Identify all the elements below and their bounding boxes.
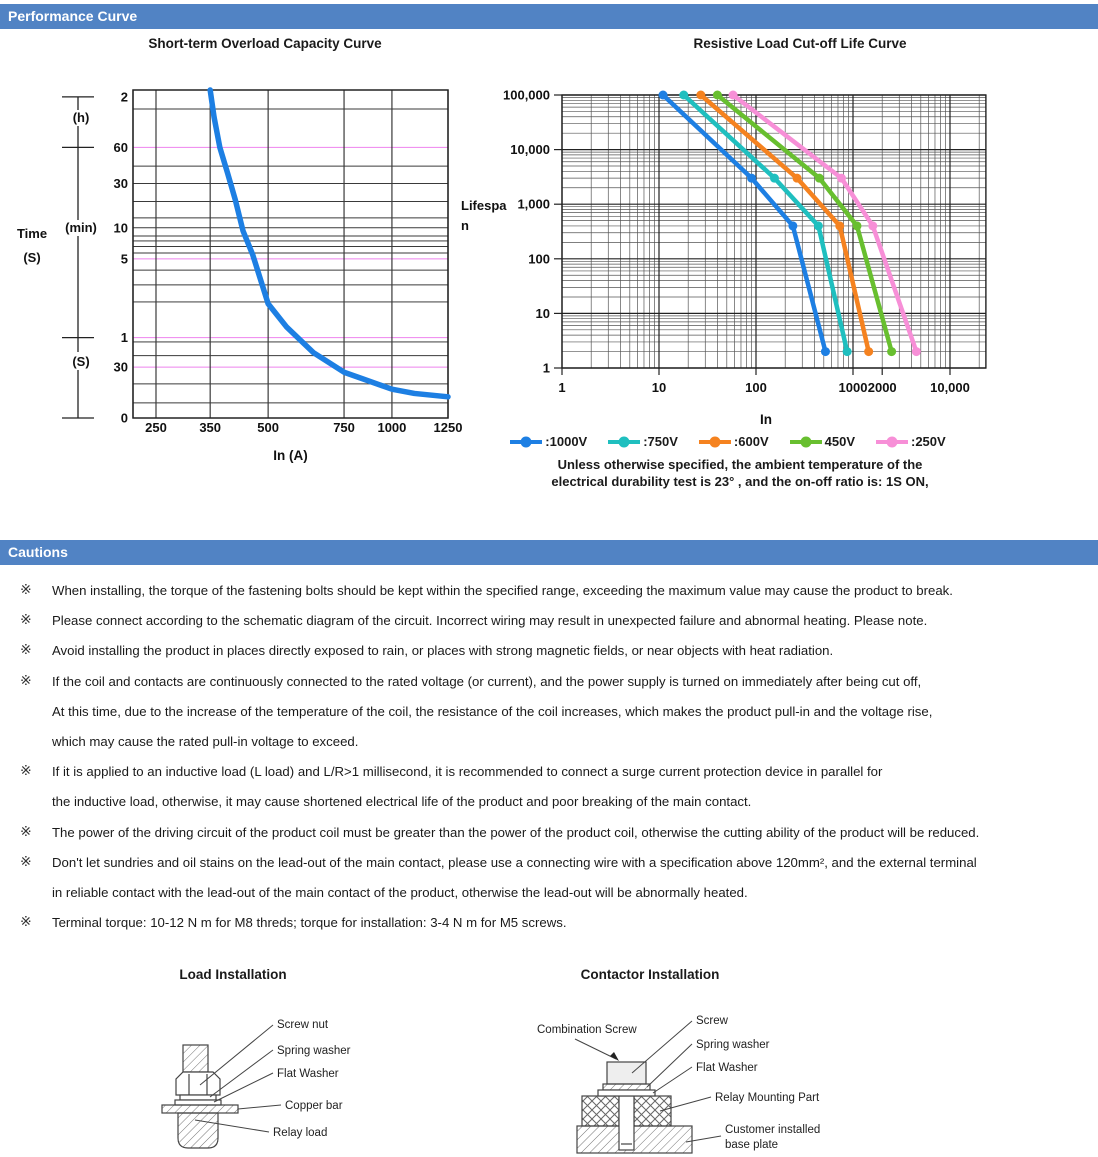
- legend-item-250V: [875, 434, 946, 449]
- flat-washer-shape: [175, 1100, 221, 1105]
- caution-text: At this time, due to the increase of the temperature of the coil, the resistance of the coil increases, which makes the product pull-in and the voltage rise,: [52, 703, 933, 719]
- label-spring-washer: Spring washer: [277, 1045, 351, 1057]
- y-tick-label: 1: [542, 360, 550, 376]
- legend-dot: [521, 436, 532, 447]
- legend-label: :1000V: [545, 434, 588, 449]
- caution-text: Please connect according to the schematic diagram of the circuit. Incorrect wiring may result in unexpected failure and abnormal heating. Please note.: [52, 613, 928, 629]
- plot-frame: [133, 90, 448, 418]
- legend-label: :600V: [733, 434, 769, 449]
- caution-bullet-icon: ※: [20, 641, 32, 658]
- chart-note-line2: electrical durability test is 23° , and the on-off ratio is: 1S ON,: [551, 474, 929, 489]
- label-relay-mounting: Relay Mounting Part: [715, 1092, 820, 1104]
- caution-text: in reliable contact with the lead-out of the main contact of the product, otherwise the lead-out will be abnormally heated.: [52, 884, 748, 900]
- cautions-header-label: Cautions: [8, 544, 68, 560]
- left-chart-title: Short-term Overload Capacity Curve: [148, 36, 382, 51]
- load-installation-title: Load Installation: [179, 967, 287, 982]
- copper-bar-shape: [162, 1105, 238, 1113]
- legend-item-750V: [607, 434, 678, 449]
- series-marker: [821, 347, 830, 356]
- caution-row: [0, 578, 1098, 608]
- caution-text: If the coil and contacts are continuously connected to the rated voltage (or current), and the power supply is turned on immediately after being cut off,: [52, 673, 922, 689]
- chart-note-line1: Unless otherwise specified, the ambient temperature of the: [557, 457, 923, 472]
- legend-marker-icon: [698, 435, 732, 449]
- bolt-thread-shape: [183, 1045, 208, 1072]
- caution-text: Terminal torque: 10-12 N m for M8 threds; torque for installation: 3-4 N m for M5 screws.: [52, 915, 567, 931]
- x-tick-label: 1000: [838, 380, 868, 395]
- y-tick-label: 100: [528, 251, 550, 267]
- legend-dot: [887, 436, 898, 447]
- chart-note: [500, 456, 980, 490]
- y-tick-label: 30: [113, 175, 128, 191]
- y-tick-label: 10: [113, 220, 128, 236]
- label-combination-screw: Combination Screw: [537, 1024, 637, 1036]
- series-marker: [788, 221, 797, 230]
- x-axis-title: In: [759, 412, 772, 427]
- caution-bullet-icon: ※: [20, 611, 32, 628]
- x-tick-label: 1000: [377, 420, 407, 435]
- spring-washer-shape: [180, 1095, 216, 1100]
- leader-line: [210, 1050, 273, 1097]
- series-marker: [864, 347, 873, 356]
- label-copper-bar: Copper bar: [285, 1100, 343, 1112]
- series-marker: [887, 347, 896, 356]
- performance-curve-header-bar: [0, 4, 1098, 29]
- legend-dot: [709, 436, 720, 447]
- caution-row: [0, 638, 1098, 668]
- caution-row: [0, 669, 1098, 699]
- caution-row: [0, 820, 1098, 850]
- cutoff-life-legend: [455, 434, 1000, 449]
- caution-row: [0, 789, 1098, 819]
- contactor-installation-diagram: [520, 993, 940, 1157]
- label-spring-washer: Spring washer: [696, 1039, 770, 1051]
- caution-row: [0, 729, 1098, 759]
- caution-bullet-icon: ※: [20, 852, 32, 869]
- caution-row: [0, 699, 1098, 729]
- y-tick-label: 30: [113, 359, 128, 375]
- right-chart-title: Resistive Load Cut-off Life Curve: [693, 36, 907, 51]
- label-customer-installed: Customer installed: [725, 1124, 821, 1136]
- legend-marker-icon: [789, 435, 823, 449]
- x-tick-label: 10,000: [930, 380, 970, 395]
- caution-bullet-icon: ※: [20, 762, 32, 779]
- series-marker: [747, 174, 756, 183]
- cautions-header-bar: [0, 540, 1098, 565]
- series-marker: [814, 221, 823, 230]
- series-marker: [679, 91, 688, 100]
- series-marker: [912, 347, 921, 356]
- y-axis-title: (S): [23, 250, 41, 265]
- x-axis-title: In (A): [273, 448, 308, 463]
- y-tick-label: 2: [120, 89, 128, 105]
- caution-bullet-icon: ※: [20, 913, 32, 930]
- legend-dot: [619, 436, 630, 447]
- caution-text: Don't let sundries and oil stains on the lead-out of the main contact, please use a connecting wire with a specification above 120mm², and the external terminal: [52, 854, 977, 870]
- x-tick-label: 500: [257, 420, 279, 435]
- leader-line: [647, 1044, 692, 1087]
- caution-text: The power of the driving circuit of the product coil must be greater than the power of the product coil, otherwise the cutting ability of the product will be reduced.: [52, 824, 980, 840]
- label-flat-washer: Flat Washer: [696, 1062, 758, 1074]
- series-marker: [659, 91, 668, 100]
- x-tick-label: 10: [651, 380, 667, 395]
- y-tick-label: 10,000: [510, 142, 550, 158]
- caution-bullet-icon: ※: [20, 822, 32, 839]
- y-axis-title: Lifespa: [461, 198, 507, 213]
- series-marker: [793, 174, 802, 183]
- series-marker: [837, 174, 846, 183]
- label-base-plate: base plate: [725, 1139, 779, 1151]
- overload-capacity-curve: [210, 90, 448, 397]
- label-relay-load: Relay load: [273, 1127, 328, 1139]
- y-axis-title: n: [461, 218, 469, 233]
- caution-row: [0, 880, 1098, 910]
- relay-mounting-part-shape: [634, 1096, 671, 1126]
- caution-bullet-icon: ※: [20, 581, 32, 597]
- caution-row: [0, 850, 1098, 880]
- cutoff-life-chart: [455, 80, 1000, 435]
- series-marker: [696, 91, 705, 100]
- y-tick-label: 10: [535, 305, 550, 321]
- y-axis-title: Time: [16, 226, 48, 241]
- leader-line: [632, 1021, 692, 1073]
- y-tick-label: 100,000: [503, 87, 550, 103]
- legend-item-450V: [789, 434, 855, 449]
- y-unit-label: (S): [72, 354, 90, 369]
- x-tick-label: 350: [199, 420, 222, 435]
- legend-dot: [800, 436, 811, 447]
- leader-line: [238, 1105, 281, 1109]
- screw-shaft-shape: [619, 1096, 634, 1150]
- performance-curve-header-label: Performance Curve: [8, 8, 138, 24]
- legend-item-1000V: [509, 434, 587, 449]
- leader-line: [575, 1039, 616, 1059]
- y-tick-label: 1: [120, 330, 128, 346]
- leader-line: [200, 1025, 273, 1085]
- x-tick-label: 1250: [433, 420, 463, 435]
- caution-bullet-icon: ※: [20, 671, 32, 688]
- relay-mounting-part-shape: [582, 1096, 619, 1126]
- series-marker: [713, 91, 722, 100]
- y-tick-label: 0: [120, 410, 128, 426]
- x-tick-label: 750: [333, 420, 355, 435]
- caution-text: If it is applied to an inductive load (L load) and L/R>1 millisecond, it is recommended to connect a surge current protection device in parallel for: [52, 764, 883, 780]
- series-marker: [815, 174, 824, 183]
- overload-capacity-chart: [10, 80, 470, 475]
- arrow-head: [610, 1052, 619, 1061]
- label-screw: Screw: [696, 1015, 728, 1027]
- legend-label: :750V: [643, 434, 678, 449]
- y-tick-label: 1,000: [517, 196, 550, 212]
- caution-row: [0, 608, 1098, 638]
- caution-row: [0, 910, 1098, 940]
- x-tick-label: 1: [558, 380, 566, 395]
- y-tick-label: 5: [120, 251, 128, 267]
- series-marker: [853, 221, 862, 230]
- series-marker: [770, 174, 779, 183]
- relay-load-shape: [178, 1113, 218, 1148]
- leader-line: [653, 1067, 692, 1093]
- load-installation-diagram: [150, 993, 490, 1157]
- caution-text: the inductive load, otherwise, it may cause shortened electrical life of the product and poor breaking of the main contact.: [52, 794, 752, 810]
- legend-label: :250V: [911, 434, 946, 449]
- x-tick-label: 2000: [867, 380, 897, 395]
- legend-item-600V: [698, 434, 769, 449]
- label-flat-washer: Flat Washer: [277, 1068, 339, 1080]
- y-tick-label: 60: [113, 139, 128, 155]
- caution-row: [0, 759, 1098, 789]
- contactor-installation-title: Contactor Installation: [580, 967, 720, 982]
- caution-text: When installing, the torque of the fastening bolts should be kept within the specified range, exceeding the maximum value may cause the product to break.: [52, 583, 953, 598]
- legend-marker-icon: [509, 435, 543, 449]
- series-marker: [843, 347, 852, 356]
- series-marker: [868, 221, 877, 230]
- plot-frame: [562, 95, 986, 368]
- label-screw-nut: Screw nut: [277, 1019, 329, 1031]
- y-unit-label: (h): [72, 110, 90, 125]
- series-marker: [835, 221, 844, 230]
- legend-marker-icon: [875, 435, 909, 449]
- caution-text: Avoid installing the product in places directly exposed to rain, or places with strong magnetic fields, or near objects with heat radiation.: [52, 643, 834, 659]
- caution-text: which may cause the rated pull-in voltage to exceed.: [52, 733, 359, 749]
- cautions-list: [0, 578, 1098, 940]
- spring-washer-shape: [603, 1084, 650, 1090]
- screw-nut-shape: [176, 1072, 220, 1095]
- legend-marker-icon: [607, 435, 641, 449]
- x-tick-label: 250: [145, 420, 167, 435]
- flat-washer-shape: [598, 1090, 655, 1096]
- legend-label: 450V: [824, 434, 855, 449]
- y-unit-label: (min): [65, 220, 97, 235]
- x-tick-label: 100: [745, 380, 767, 395]
- series-marker: [729, 91, 738, 100]
